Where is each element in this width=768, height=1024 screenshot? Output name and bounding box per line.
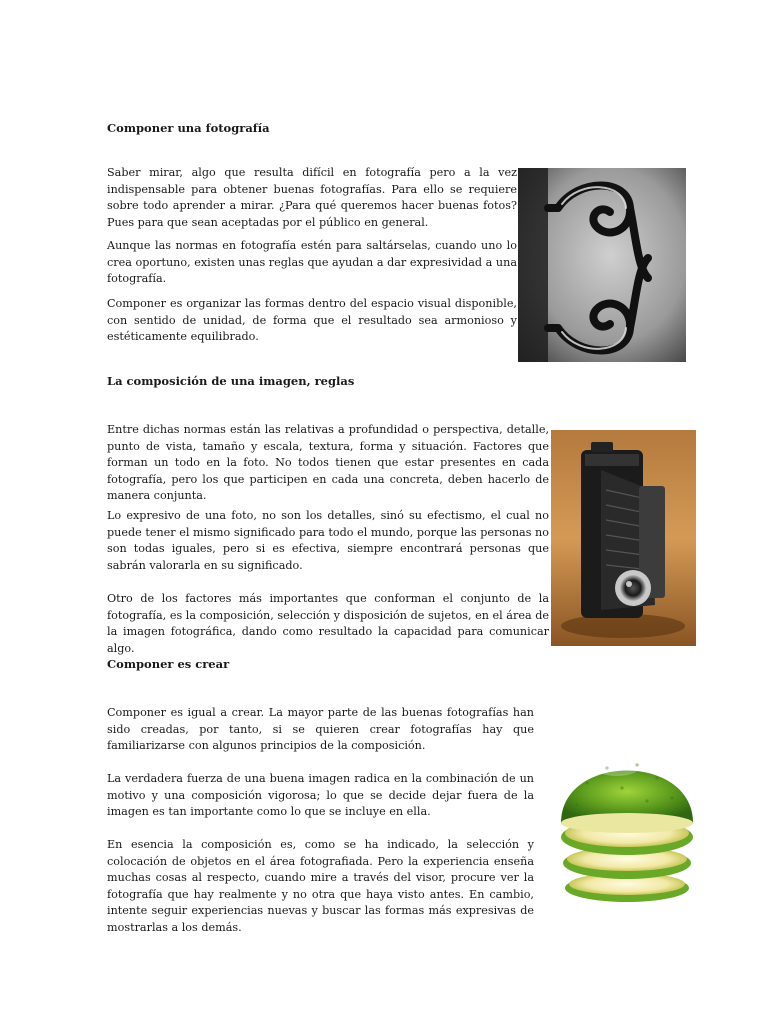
paragraph-saber-mirar: Saber mirar, algo que resulta difícil en fotografía pero a la vez indispensable para obtener buenas fotografías. Para ello se requiere sobre todo aprender a mirar. ¿Para qué queremos hacer buenas fotos? Pues para que sean aceptadas por el público en general.	[107, 166, 517, 229]
paragraph-en-esencia: En esencia la composición es, como se ha indicado, la selección y colocación de objetos en el área fotografiada. Pero la experiencia enseña muchas cosas al respecto, cuando mire a través del visor, procure ver la fotografía que hay realmente y no otra que haya visto antes. En cambio, intente seguir experiencias nuevas y buscar las formas más expresivas de mostrarlas a los demás.	[107, 838, 534, 934]
wrought-iron-scroll-photo	[518, 168, 686, 362]
paragraph-verdadera-fuerza: La verdadera fuerza de una buena imagen radica en la combinación de un motivo y una composición vigorosa; lo que se decide dejar fuera de la imagen es tan importante como lo que se incluye en ella.	[107, 772, 534, 818]
paragraph-componer-igual-crear: Componer es igual a crear. La mayor parte de las buenas fotografías han sido creadas, por tanto, si se quieren crear fotografías hay que familiarizarse con algunos principios de la composición.	[107, 706, 534, 752]
paragraph-otro-factores: Otro de los factores más importantes que conforman el conjunto de la fotografía, es la composición, selección y disposición de sujetos, en el área de la imagen fotográfica, dando como resultado la capacidad para comunicar algo.	[107, 592, 549, 655]
paragraph-lo-expresivo: Lo expresivo de una foto, no son los detalles, sinó su efectismo, el cual no puede tener el mismo significado para todo el mundo, porque las personas no son todas iguales, pero si es efectiva, siempre encontrará personas que sabrán valorarla en su significado.	[107, 509, 549, 572]
lime-slices-photo	[547, 713, 696, 910]
paragraph-normas: Aunque las normas en fotografía estén para saltárselas, cuando uno lo crea oportuno, existen unas reglas que ayudan a dar expresividad a una fotografía.	[107, 239, 517, 285]
folding-camera-photo	[551, 430, 696, 646]
heading-composicion-reglas: La composición de una imagen, reglas	[107, 374, 355, 388]
paragraph-componer-organizar: Componer es organizar las formas dentro del espacio visual disponible, con sentido de unidad, de forma que el resultado sea armonioso y estéticamente equilibrado.	[107, 297, 517, 343]
paragraph-entre-dichas-normas: Entre dichas normas están las relativas a profundidad o perspectiva, detalle, punto de vista, tamaño y escala, textura, forma y situación. Factores que forman un todo en la foto. No todos tienen que estar presentes en cada fotografía, pero los que participen en cada una concreta, deben hacerlo de manera conjunta.	[107, 423, 549, 502]
heading-componer-una-fotografia: Componer una fotografía	[107, 121, 270, 135]
heading-componer-es-crear: Componer es crear	[107, 657, 230, 671]
